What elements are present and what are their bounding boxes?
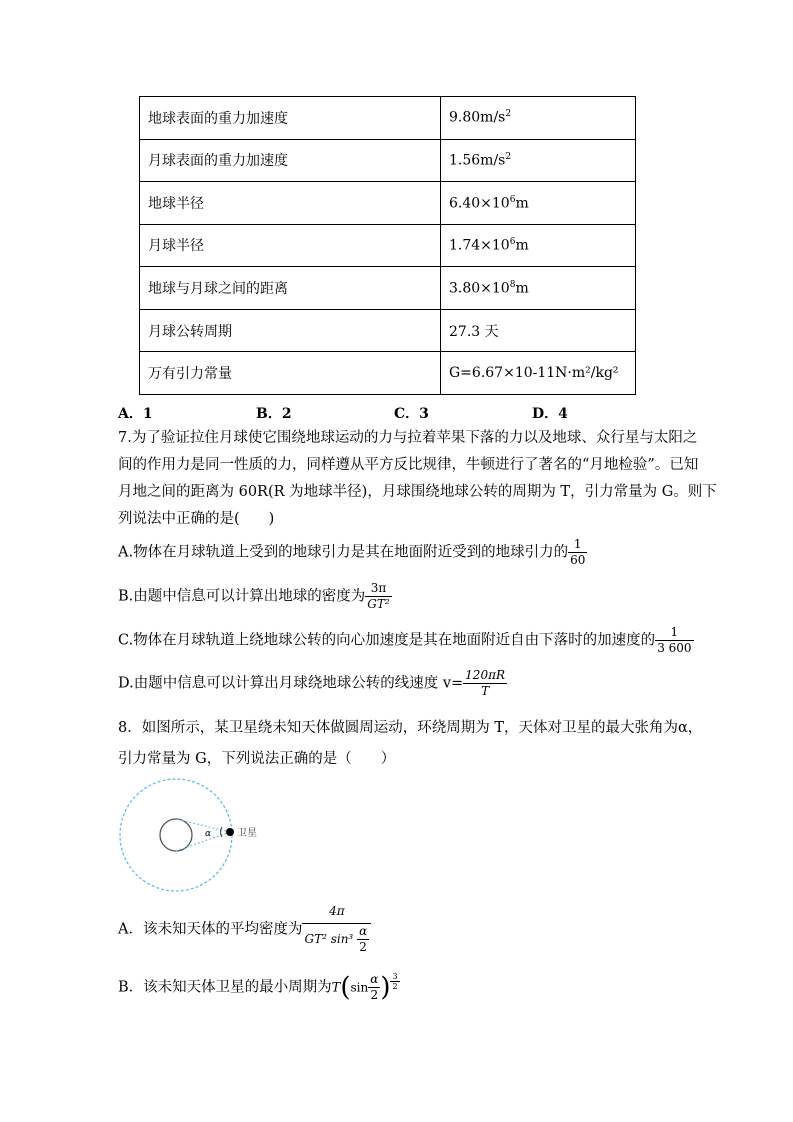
value-text: 1.74×10	[449, 237, 510, 254]
q7-option-c	[118, 625, 694, 656]
option-b: B．2	[256, 406, 292, 422]
fraction	[463, 668, 507, 699]
table-cell-value	[441, 182, 636, 225]
q7-option-b	[118, 581, 392, 612]
orbit-figure	[110, 775, 280, 897]
right-paren: )	[380, 972, 391, 1003]
fraction	[655, 625, 693, 656]
fraction-inner	[357, 924, 369, 955]
fraction-den	[302, 924, 371, 955]
q7-option-a	[118, 537, 587, 568]
fraction	[368, 972, 380, 1003]
q7-option-a-text: A.物体在月球轨道上受到的地球引力是其在地面附近受到的地球引力的	[118, 544, 569, 561]
fraction-num: α	[370, 972, 379, 986]
fraction-den: T	[481, 684, 490, 698]
value-unit: m	[515, 280, 529, 297]
fraction	[302, 904, 371, 955]
angle-arc	[220, 827, 222, 837]
option-a: A．1	[118, 406, 153, 422]
table-row	[140, 267, 636, 310]
fraction-den: 60	[570, 553, 586, 567]
table-row	[140, 97, 636, 140]
fraction-num: 3π	[365, 581, 391, 597]
q7-line-2: 间的作用力是同一性质的力，同样遵从平方反比规律，牛顿进行了著名的“月地检验”。已知	[118, 457, 699, 473]
exponent-den: 2	[392, 982, 398, 991]
fraction	[568, 537, 587, 568]
table-cell-value	[441, 267, 636, 310]
value-text: 27.3 天	[449, 323, 499, 340]
table-cell-label: 月球半径	[140, 224, 441, 267]
satellite-dot	[226, 828, 234, 836]
tangent-line-bottom	[176, 832, 230, 851]
alpha-label: α	[205, 829, 212, 839]
fraction-inner-num: α	[359, 924, 368, 938]
q7-line-1: 7.为了验证拉住月球使它围绕地球运动的力与拉着苹果下落的力以及地球、众行星与太阳之	[118, 430, 698, 446]
q7-option-b-text: B.由题中信息可以计算出地球的密度为	[118, 588, 366, 605]
value-exponent: 2	[505, 152, 512, 163]
q8-line-2: 引力常量为 G，下列说法正确的是（ ）	[118, 751, 396, 767]
q8-option-b	[118, 972, 400, 1003]
q8-option-b-text: B．该未知天体卫星的最小周期为	[118, 979, 332, 996]
q8-stem	[118, 713, 702, 775]
table-row	[140, 352, 636, 395]
satellite-label: 卫星	[237, 828, 257, 839]
table-row	[140, 182, 636, 225]
value-text: 9.80m/s	[449, 110, 506, 127]
fraction-num: 120πR	[465, 668, 505, 682]
value-text: 3.80×10	[449, 280, 510, 297]
exponent-num: 3	[392, 972, 398, 981]
table-cell-value	[441, 309, 636, 352]
q7-line-4: 列说法中正确的是( )	[118, 511, 275, 527]
q8-option-a	[118, 904, 371, 955]
table-cell-value	[441, 139, 636, 182]
value-unit: m	[515, 195, 529, 212]
table-cell-label: 地球半径	[140, 182, 441, 225]
table-cell-label: 月球公转周期	[140, 309, 441, 352]
value-exponent: 6	[509, 194, 516, 205]
table-cell-label: 万有引力常量	[140, 352, 441, 395]
table-cell-value	[441, 224, 636, 267]
q8-line-1: 8．如图所示，某卫星绕未知天体做圆周运动，环绕周期为 T，天体对卫星的最大张角为α，	[118, 720, 703, 736]
orbit-circle	[120, 779, 232, 891]
fraction-den: GT²	[367, 597, 390, 611]
value-text: 1.56m/s	[449, 152, 506, 169]
fraction-den: 3 600	[657, 641, 692, 655]
data-table	[139, 96, 636, 395]
q7-option-d	[118, 668, 507, 699]
exponent-fraction	[390, 972, 399, 991]
fraction-num: 4π	[302, 904, 371, 924]
value-exponent: 2	[505, 109, 512, 120]
value-text: 6.40×10	[449, 195, 510, 212]
table-cell-label: 月球表面的重力加速度	[140, 139, 441, 182]
table-row	[140, 224, 636, 267]
fraction-inner-den: 2	[359, 940, 367, 954]
q7-option-d-text: D.由题中信息可以计算出月球绕地球公转的线速度 v=	[118, 675, 464, 692]
table-cell-label: 地球与月球之间的距离	[140, 267, 441, 310]
period-T: T	[331, 980, 341, 996]
sin-label: sin	[350, 980, 369, 995]
table-cell-value	[441, 352, 636, 395]
fraction	[365, 581, 391, 612]
q7-line-3: 月地之间的距离为 60R(R 为地球半径)，月球围绕地球公转的周期为 T，引力常量为 G。则下	[118, 484, 717, 500]
fraction-num: 1	[568, 537, 587, 553]
table-cell-value	[441, 97, 636, 140]
q7-option-c-text: C.物体在月球轨道上绕地球公转的向心加速度是其在地面附近自由下落时的加速度的	[118, 632, 656, 649]
table-row	[140, 139, 636, 182]
value-exponent: 8	[509, 279, 516, 290]
table-row	[140, 309, 636, 352]
q8-option-a-text: A．该未知天体的平均密度为	[118, 921, 303, 938]
value-unit: m	[515, 237, 529, 254]
fraction-den: 2	[370, 988, 379, 1002]
table-cell-label: 地球表面的重力加速度	[140, 97, 441, 140]
density-den-main: GT² sin³	[304, 932, 354, 946]
left-paren: (	[340, 972, 351, 1003]
q7-stem	[118, 425, 717, 533]
value-text: G=6.67×10-11N·m²/kg²	[449, 365, 619, 382]
planet-circle	[160, 819, 192, 851]
option-c: C．3	[394, 406, 429, 422]
fraction-num: 1	[655, 625, 693, 641]
value-exponent: 6	[509, 237, 516, 248]
option-d: D．4	[532, 406, 568, 422]
